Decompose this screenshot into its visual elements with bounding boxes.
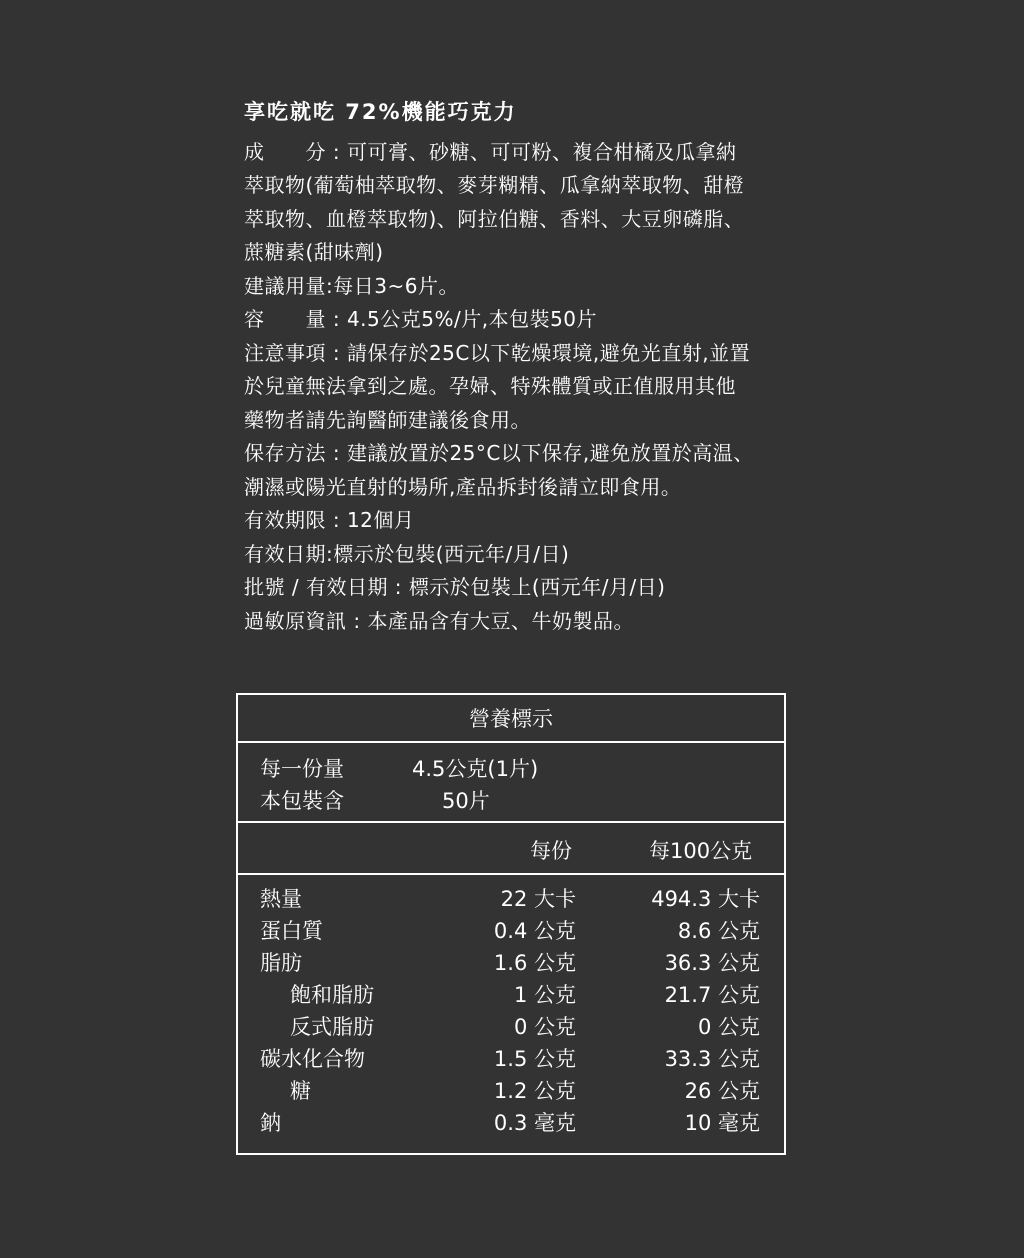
info-line: 有效期限 : 12個月 [244, 508, 415, 532]
product-info [244, 96, 804, 638]
per-100g-value: 26 公克 [684, 1079, 760, 1103]
info-line: 注意事項 : 請保存於25C以下乾燥環境,避免光直射,並置 [244, 340, 751, 365]
info-line: 萃取物(葡萄柚萃取物、麥芽糊精、瓜拿納萃取物、甜橙 [244, 173, 745, 197]
per-100g-value: 33.3 公克 [664, 1047, 760, 1071]
info-line: 容 量 : 4.5公克5%/片,本包裝50片 [244, 307, 598, 331]
info-line: 批號 / 有效日期 : 標示於包裝上(西元年/月/日) [244, 575, 666, 599]
per-100g-value: 0 公克 [697, 1015, 760, 1039]
info-line: 有效日期:標示於包裝(西元年/月/日) [244, 541, 570, 566]
serving-label: 每一份量 [260, 757, 344, 781]
product-title: 享吃就吃 72%機能巧克力 [244, 100, 517, 124]
nutrient-row [238, 1043, 784, 1075]
nutrition-title: 營養標示 [238, 695, 784, 743]
column-header [238, 823, 784, 875]
per-serving-value: 1.2 公克 [493, 1079, 576, 1103]
nutrient-row [238, 883, 784, 915]
serving-value: 4.5公克(1片) [412, 757, 539, 781]
col-per-serving: 每份 [530, 839, 572, 863]
nutrient-name: 碳水化合物 [260, 1047, 365, 1071]
nutrient-row [238, 915, 784, 947]
package-value: 50片 [442, 789, 490, 813]
per-100g-value: 8.6 公克 [677, 919, 760, 943]
info-line: 過敏原資訊 : 本產品含有大豆、牛奶製品。 [244, 608, 634, 633]
nutrient-row [238, 979, 784, 1011]
nutrient-name: 脂肪 [260, 951, 302, 975]
per-serving-value: 1 公克 [513, 983, 576, 1007]
nutrient-name: 糖 [290, 1079, 311, 1103]
per-100g-value: 36.3 公克 [664, 951, 760, 975]
nutrient-row [238, 1075, 784, 1107]
nutrient-row [238, 947, 784, 979]
nutrient-name: 蛋白質 [260, 919, 323, 943]
nutrient-name: 反式脂肪 [290, 1015, 374, 1039]
per-100g-value: 494.3 大卡 [651, 887, 760, 911]
info-line: 潮濕或陽光直射的場所,產品拆封後請立即食用。 [244, 474, 682, 499]
per-100g-value: 10 毫克 [684, 1111, 760, 1135]
info-line: 保存方法 : 建議放置於25°C以下保存,避免放置於高温、 [244, 441, 754, 465]
col-per-100g: 每100公克 [649, 839, 753, 863]
info-line: 建議用量:每日3~6片。 [244, 273, 459, 298]
nutrient-name: 熱量 [260, 887, 302, 911]
info-line: 藥物者請先詢醫師建議後食用。 [244, 407, 531, 432]
info-line: 萃取物、血橙萃取物)、阿拉伯糖、香料、大豆卵磷脂、 [244, 206, 745, 231]
nutrient-row [238, 1107, 784, 1139]
nutrition-table [236, 693, 786, 1155]
per-serving-value: 1.5 公克 [493, 1047, 576, 1071]
nutrient-name: 鈉 [260, 1111, 281, 1135]
info-line: 蔗糖素(甜味劑) [244, 240, 384, 264]
per-serving-value: 0 公克 [513, 1015, 576, 1039]
nutrient-name: 飽和脂肪 [290, 983, 374, 1007]
info-line: 成 分 : 可可膏、砂糖、可可粉、複合柑橘及瓜拿納 [244, 139, 737, 164]
info-line: 於兒童無法拿到之處。孕婦、特殊體質或正值服用其他 [244, 374, 736, 398]
per-serving-value: 0.4 公克 [493, 919, 576, 943]
nutrient-row [238, 1011, 784, 1043]
serving-section [238, 743, 784, 823]
package-label: 本包裝含 [260, 789, 344, 813]
per-100g-value: 21.7 公克 [664, 983, 760, 1007]
nutrient-rows [238, 875, 784, 1151]
per-serving-value: 1.6 公克 [493, 951, 576, 975]
per-serving-value: 22 大卡 [500, 887, 576, 911]
per-serving-value: 0.3 毫克 [493, 1111, 576, 1135]
